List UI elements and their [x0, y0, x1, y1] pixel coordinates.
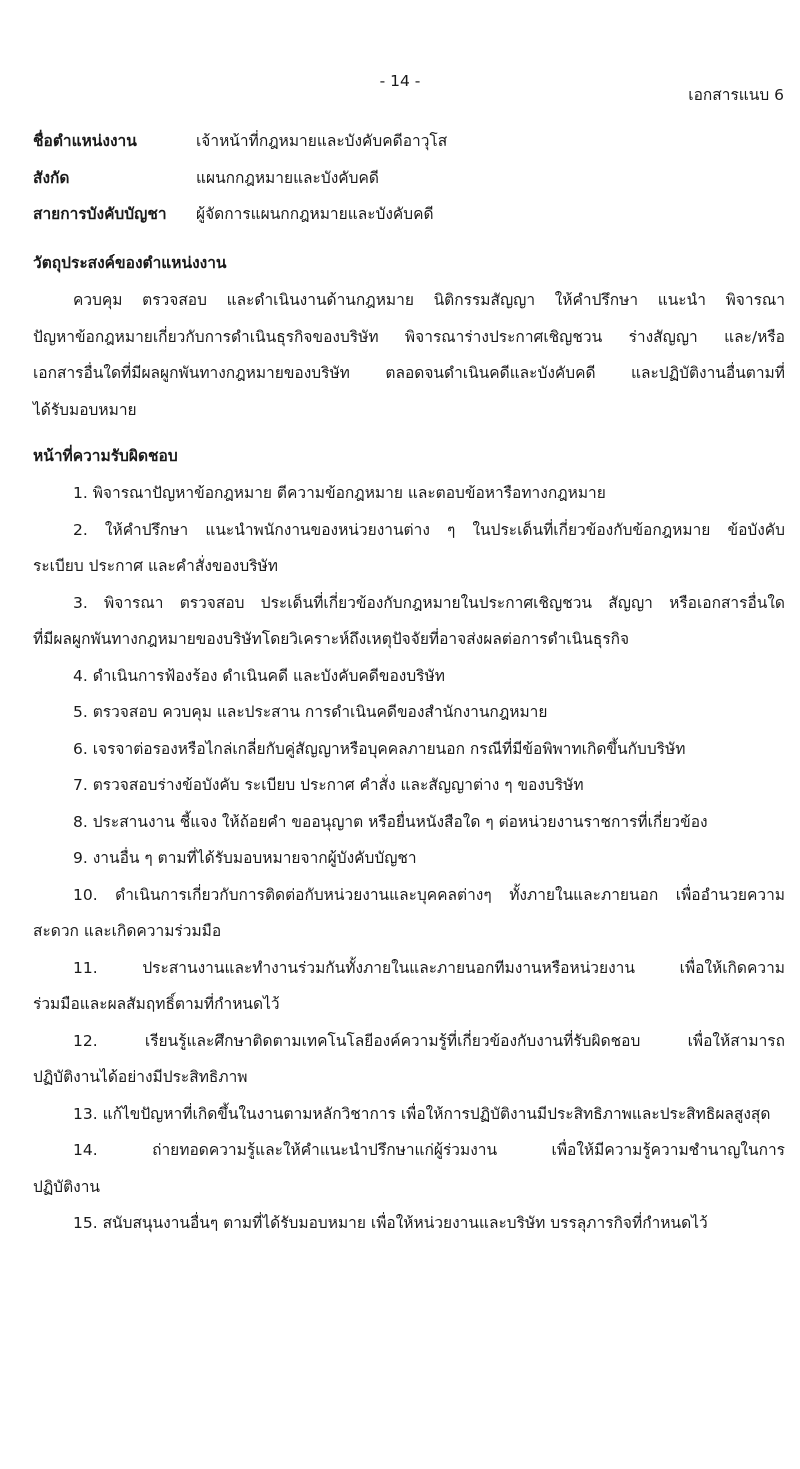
- objective-paragraph: [33, 287, 785, 433]
- responsibility-item: [33, 699, 785, 736]
- responsibility-item: [33, 882, 785, 955]
- text-line: ควบคุม ตรวจสอบ และดำเนินงานด้านกฎหมาย นิติกรรมสัญญา ให้คำปรึกษา แนะนำ พิจารณา: [73, 291, 785, 309]
- responsibility-item: [33, 480, 785, 517]
- text-line: 10. ดำเนินการเกี่ยวกับการติดต่อกับหน่วยงานและบุคคลต่างๆ ทั้งภายในและภายนอก เพื่ออำนวยความ: [73, 885, 785, 904]
- responsibility-item: [33, 736, 785, 773]
- text-line: 12. เรียนรู้และศึกษาติดตามเทคโนโลยีองค์ความรู้ที่เกี่ยวข้องกับงานที่รับผิดชอบ เพื่อให้สามารถ: [73, 1031, 785, 1050]
- field-value: เจ้าหน้าที่กฎหมายและบังคับคดีอาวุโส: [196, 132, 448, 150]
- field-label: สังกัด: [33, 169, 70, 187]
- text-line: 9. งานอื่น ๆ ตามที่ได้รับมอบหมายจากผู้บังคับบัญชา: [73, 849, 417, 867]
- responsibility-item: [33, 955, 785, 1028]
- text-line: เอกสารอื่นใดที่มีผลผูกพันทางกฎหมายของบริษัท ตลอดจนดำเนินคดีและบังคับคดี และปฏิบัติงานอื่นตามที่: [33, 364, 785, 382]
- responsibility-item: [33, 1137, 785, 1210]
- text-line: ปฏิบัติงานได้อย่างมีประสิทธิภาพ: [33, 1068, 248, 1086]
- field-value: แผนกกฎหมายและบังคับคดี: [196, 169, 379, 187]
- text-line: ได้รับมอบหมาย: [33, 400, 137, 419]
- text-line: 11. ประสานงานและทำงานร่วมกันทั้งภายในและภายนอกทีมงานหรือหน่วยงาน เพื่อให้เกิดความ: [73, 958, 785, 977]
- text-line: 4. ดำเนินการฟ้องร้อง ดำเนินคดี และบังคับคดีของบริษัท: [73, 666, 445, 685]
- page-number: - 14 -: [379, 72, 421, 90]
- responsibility-item: [33, 1101, 785, 1138]
- text-line: ร่วมมือและผลสัมฤทธิ์ตามที่กำหนดไว้: [33, 995, 280, 1013]
- objective-text: [33, 287, 785, 433]
- text-line: 14. ถ่ายทอดความรู้และให้คำแนะนำปรึกษาแก่ผู้ร่วมงาน เพื่อให้มีความรู้ความชำนาญในการ: [73, 1141, 785, 1159]
- text-line: 15. สนับสนุนงานอื่นๆ ตามที่ได้รับมอบหมาย เพื่อให้หน่วยงานและบริษัท บรรลุภารกิจที่กำหนดไว้: [73, 1214, 708, 1232]
- field-value: ผู้จัดการแผนกกฎหมายและบังคับคดี: [196, 205, 434, 223]
- text-line: 8. ประสานงาน ชี้แจง ให้ถ้อยคำ ขออนุญาต หรือยื่นหนังสือใด ๆ ต่อหน่วยงานราชการที่เกี่ยวข้อง: [73, 812, 708, 831]
- responsibilities-list: [33, 480, 785, 1247]
- text-line: ปัญหาข้อกฎหมายเกี่ยวกับการดำเนินธุรกิจของบริษัท พิจารณาร่างประกาศเชิญชวน ร่างสัญญา และ/หรือ: [33, 327, 785, 346]
- responsibility-item: [33, 845, 785, 882]
- responsibility-item: [33, 590, 785, 663]
- responsibility-item: [33, 1028, 785, 1101]
- responsibility-item: [33, 772, 785, 809]
- document-body: [33, 250, 785, 1247]
- field-department: [33, 165, 379, 190]
- annex-label: เอกสารแนบ 6: [688, 86, 784, 104]
- responsibilities-heading: หน้าที่ความรับผิดชอบ: [33, 447, 178, 465]
- text-line: 7. ตรวจสอบร่างข้อบังคับ ระเบียบ ประกาศ คำสั่ง และสัญญาต่าง ๆ ของบริษัท: [73, 776, 584, 794]
- field-position-title: [33, 128, 447, 153]
- responsibility-item: [33, 663, 785, 700]
- field-reporting-line: [33, 201, 434, 226]
- text-line: 6. เจรจาต่อรองหรือไกล่เกลี่ยกับคู่สัญญาหรือบุคคลภายนอก กรณีที่มีข้อพิพาทเกิดขึ้นกับบริษัท: [73, 739, 686, 758]
- field-label: สายการบังคับบัญชา: [33, 205, 167, 223]
- responsibility-item: [33, 1210, 785, 1247]
- responsibility-item: [33, 517, 785, 590]
- text-line: 1. พิจารณาปัญหาข้อกฎหมาย ตีความข้อกฎหมาย และตอบข้อหารือทางกฎหมาย: [73, 484, 606, 502]
- text-line: 3. พิจารณา ตรวจสอบ ประเด็นที่เกี่ยวข้องกับกฎหมายในประกาศเชิญชวน สัญญา หรือเอกสารอื่นใด: [73, 593, 785, 612]
- text-line: 13. แก้ไขปัญหาที่เกิดขึ้นในงานตามหลักวิชาการ เพื่อให้การปฏิบัติงานมีประสิทธิภาพและประสิทธิผลสูงสุด: [73, 1104, 771, 1123]
- text-line: ที่มีผลผูกพันทางกฎหมายของบริษัทโดยวิเคราะห์ถึงเหตุปัจจัยที่อาจส่งผลต่อการดำเนินธุรกิจ: [33, 630, 630, 648]
- field-label: ชื่อตำแหน่งงาน: [33, 132, 137, 150]
- text-line: 5. ตรวจสอบ ควบคุม และประสาน การดำเนินคดีของสำนักงานกฎหมาย: [73, 703, 548, 721]
- text-line: สะดวก และเกิดความร่วมมือ: [33, 922, 222, 940]
- text-line: ปฏิบัติงาน: [33, 1177, 101, 1196]
- objective-heading: วัตถุประสงค์ของตำแหน่งงาน: [33, 254, 227, 272]
- text-line: ระเบียบ ประกาศ และคำสั่งของบริษัท: [33, 557, 278, 575]
- text-line: 2. ให้คำปรึกษา แนะนำพนักงานของหน่วยงานต่าง ๆ ในประเด็นที่เกี่ยวข้องกับข้อกฎหมาย ข้อบังคับ: [73, 520, 785, 539]
- responsibility-item: [33, 809, 785, 846]
